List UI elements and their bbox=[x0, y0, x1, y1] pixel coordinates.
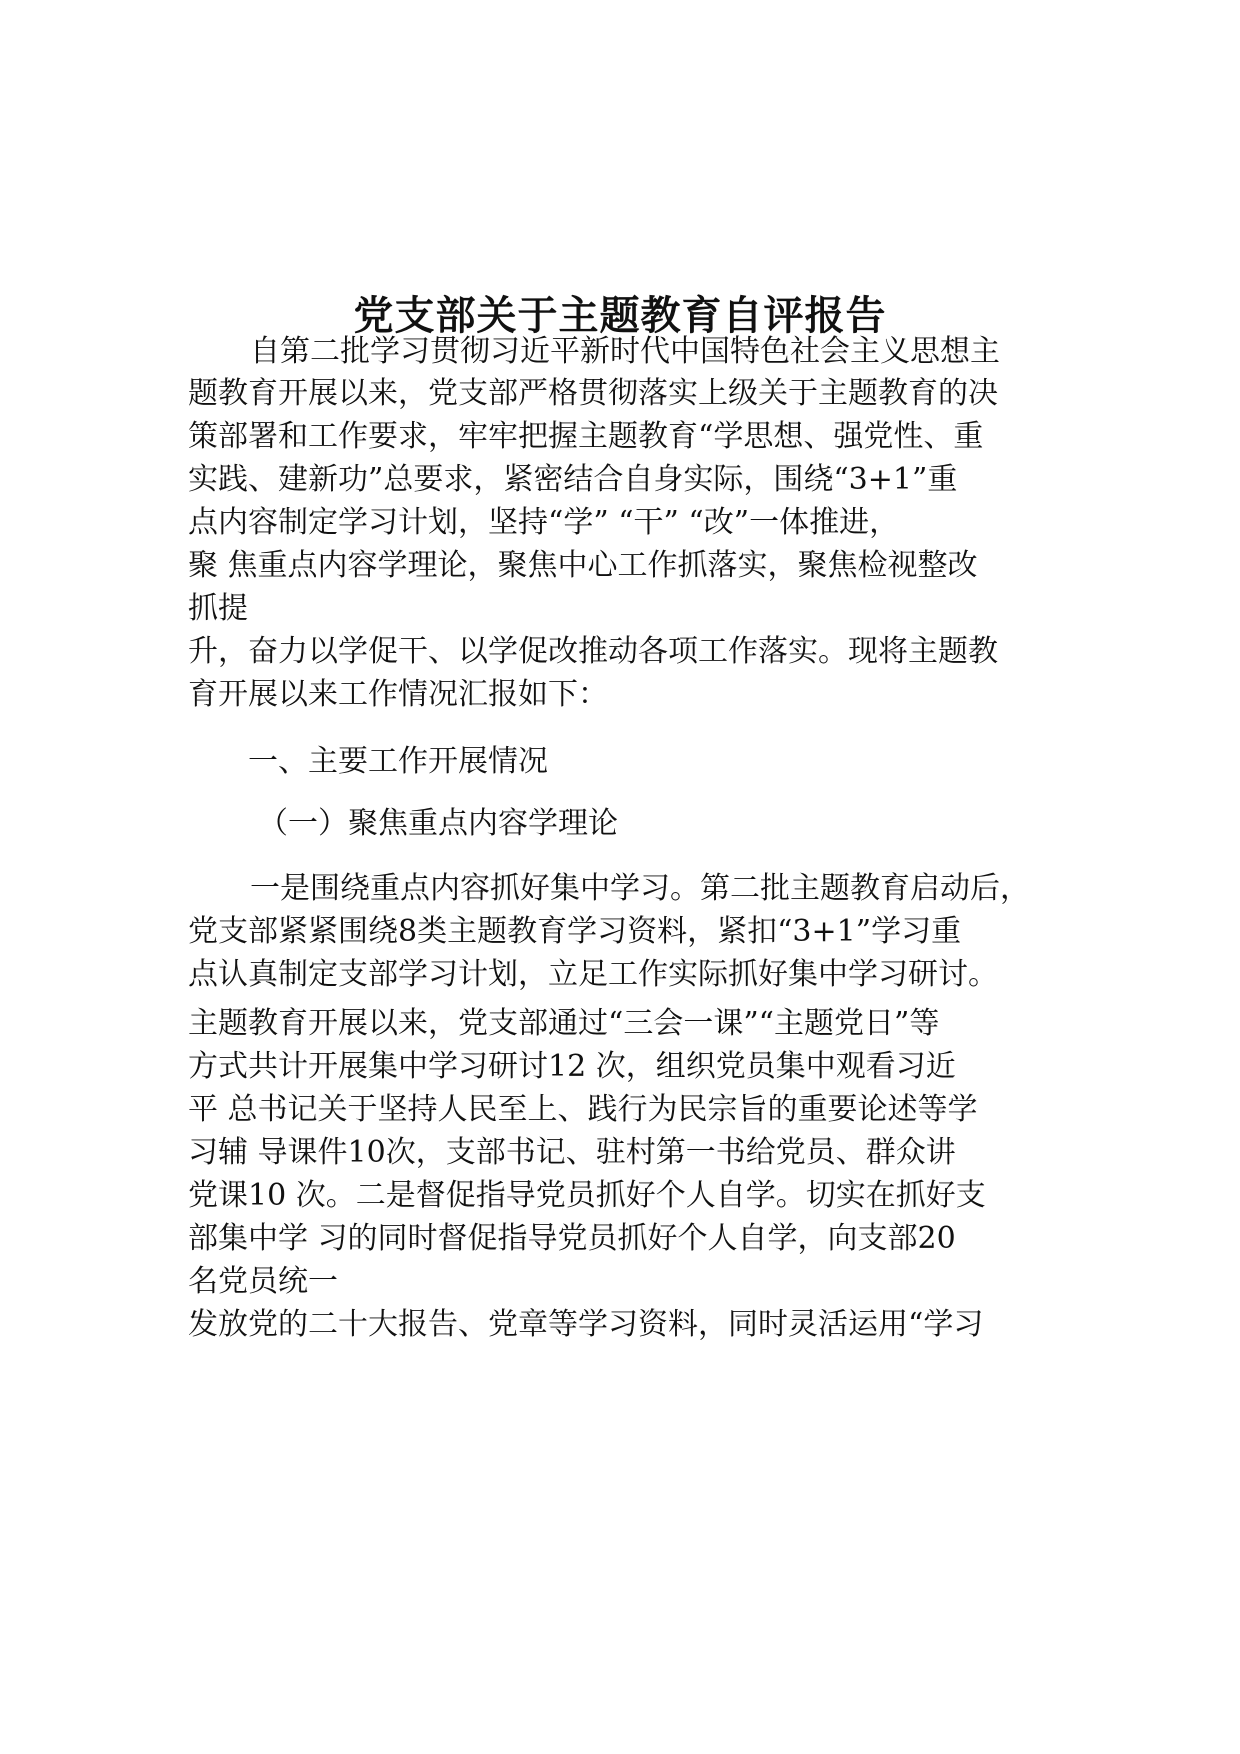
paragraph-line: 发放党的二十大报告、党章等学习资料，同时灵活运用“学习 bbox=[188, 1307, 984, 1342]
paragraph-line: 党课10 次。二是督促指导党员抓好个人自学。切实在抓好支 bbox=[188, 1178, 986, 1213]
subsection-heading: （一）聚焦重点内容学理论 bbox=[258, 806, 618, 841]
paragraph-line: 名党员统一 bbox=[188, 1264, 338, 1299]
paragraph-line: 升，奋力以学促干、以学促改推动各项工作落实。现将主题教 bbox=[188, 634, 998, 669]
paragraph-line: 聚 焦重点内容学理论，聚焦中心工作抓落实，聚焦检视整改 bbox=[188, 548, 978, 583]
paragraph-line: 党支部紧紧围绕8类主题教育学习资料，紧扣“3+1”学习重 bbox=[188, 914, 962, 949]
paragraph-line: 抓提 bbox=[188, 591, 248, 626]
paragraph-line: 主题教育开展以来，党支部通过“三会一课”“主题党日”等 bbox=[188, 1006, 940, 1041]
paragraph-line: 策部署和工作要求，牢牢把握主题教育“学思想、强党性、重 bbox=[188, 419, 984, 454]
paragraph-line: 部集中学 习的同时督促指导党员抓好个人自学，向支部20 bbox=[188, 1221, 956, 1256]
paragraph-line: 平 总书记关于坚持人民至上、践行为民宗旨的重要论述等学 bbox=[188, 1092, 978, 1127]
section-heading: 一、主要工作开展情况 bbox=[248, 744, 548, 779]
paragraph-line: 点内容制定学习计划，坚持“学” “干” “改”一体推进， bbox=[188, 505, 900, 540]
document-title: 党支部关于主题教育自评报告 bbox=[353, 293, 887, 339]
paragraph-line: 育开展以来工作情况汇报如下： bbox=[188, 677, 608, 712]
paragraph-line: 方式共计开展集中学习研讨12 次，组织党员集中观看习近 bbox=[188, 1049, 956, 1084]
paragraph-line: 自第二批学习贯彻习近平新时代中国特色社会主义思想主 bbox=[250, 334, 1000, 369]
paragraph-line: 一是围绕重点内容抓好集中学习。第二批主题教育启动后， bbox=[250, 871, 1030, 906]
paragraph-line: 点认真制定支部学习计划，立足工作实际抓好集中学习研讨。 bbox=[188, 957, 998, 992]
paragraph-line: 习辅 导课件10次，支部书记、驻村第一书给党员、群众讲 bbox=[188, 1135, 956, 1170]
paragraph-line: 题教育开展以来，党支部严格贯彻落实上级关于主题教育的决 bbox=[188, 376, 998, 411]
paragraph-line: 实践、建新功”总要求，紧密结合自身实际，围绕“3+1”重 bbox=[188, 462, 958, 497]
